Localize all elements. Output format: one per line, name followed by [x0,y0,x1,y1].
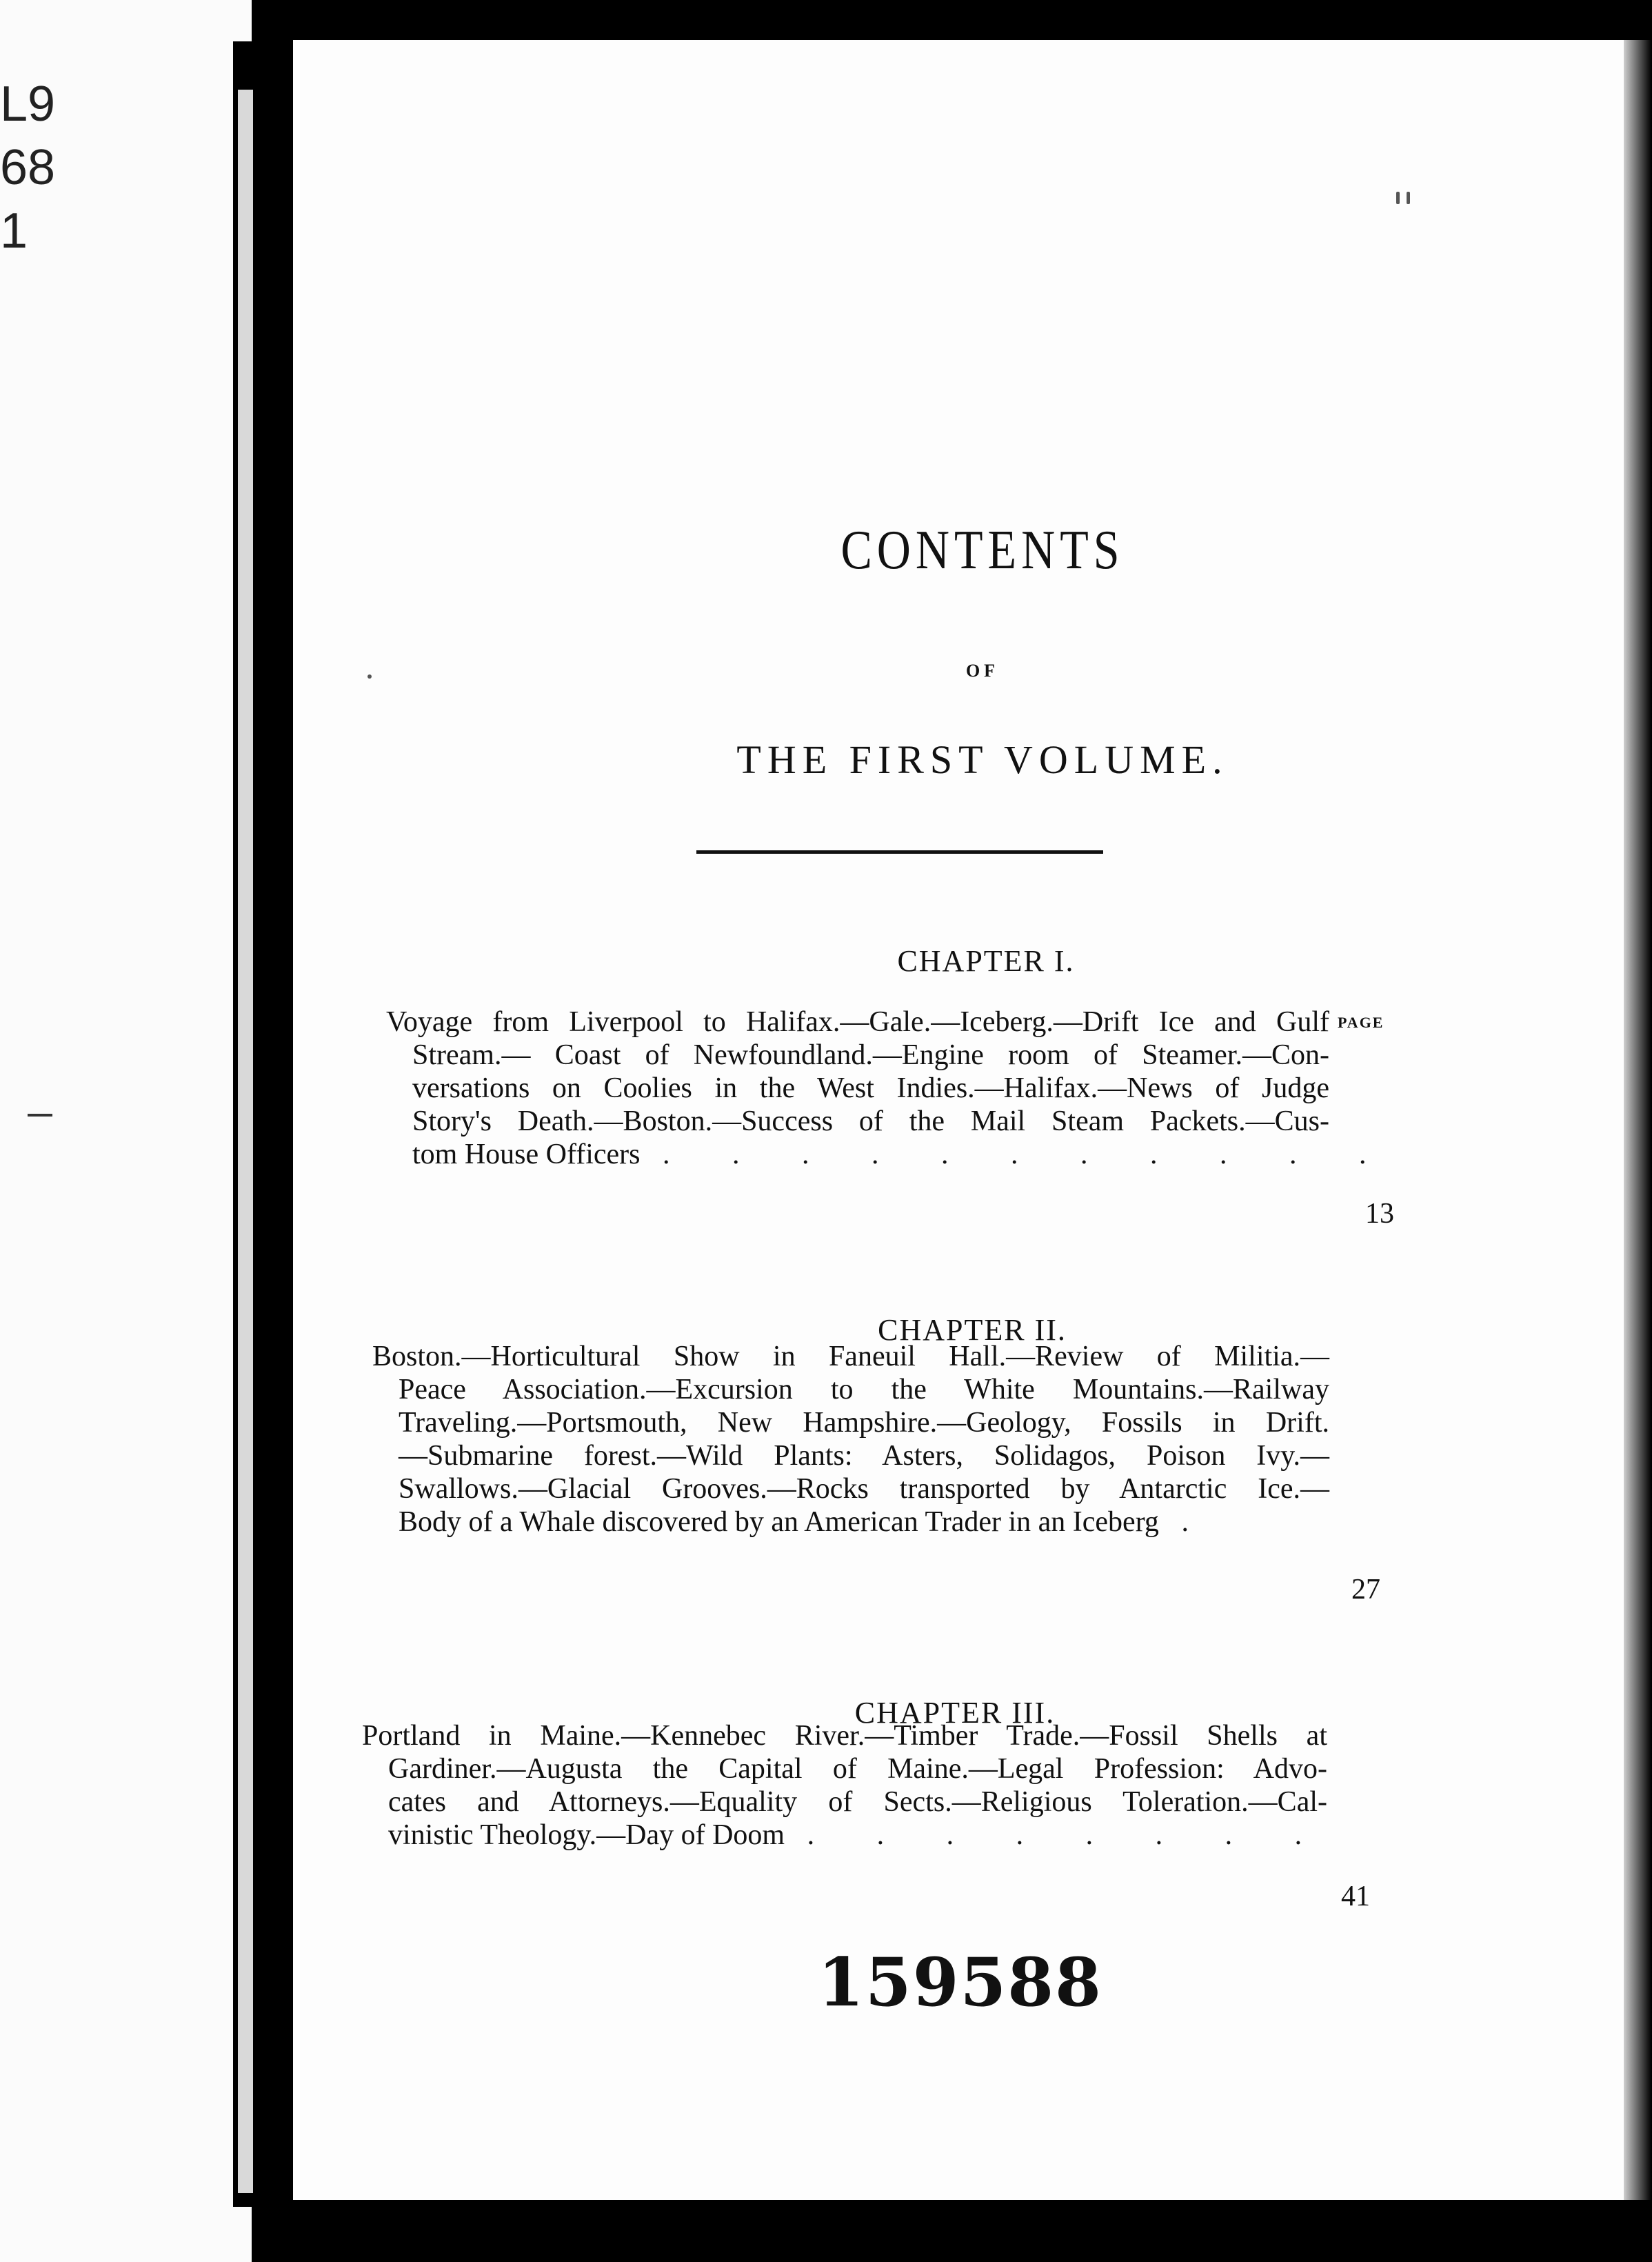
margin-note-line: 1 [0,203,28,259]
summary-line: vinistic Theology.—Day of Doom [388,1819,785,1851]
title-of: OF [965,661,1000,681]
scan-speck [367,674,372,679]
margin-note-line: 68 [0,140,56,195]
chapter-heading: CHAPTER II. [878,1313,1067,1347]
facing-page [0,0,252,2262]
summary-line-last [412,1138,1394,1171]
summary-line: Story's Death.—Boston.—Success of the Mail Steam Packets.—Cus- [412,1105,1329,1137]
accession-number-stamp: 159588 [818,1943,1102,2021]
summary-line: Traveling.—Portsmouth, New Hampshire.—Geology, Fossils in Drift. [399,1407,1329,1439]
summary-line: Gardiner.—Augusta the Capital of Maine.—Legal Profession: Advo- [388,1753,1327,1785]
summary-line: Peace Association.—Excursion to the White Mountains.—Railway [399,1374,1329,1405]
dot-leader: . [1181,1506,1216,1538]
volume-subtitle: THE FIRST VOLUME. [736,737,1229,782]
summary-line: versations on Coolies in the West Indies.—Halifax.—News of Judge [412,1072,1329,1104]
summary-line: tom House Officers [412,1139,641,1170]
title-rule [696,850,1103,854]
chapter-heading: CHAPTER III. [854,1696,1056,1730]
scan-speck [1396,192,1400,204]
dot-leader: . . . . . . . . [807,1819,1330,1851]
summary-line-last [388,1819,1330,1852]
margin-note-line: L9 [0,77,56,132]
page-title: CONTENTS [840,519,1125,581]
chapter-summary [372,1340,1329,1539]
summary-line: cates and Attorneys.—Equality of Sects.—Religious Toleration.—Cal- [388,1786,1327,1818]
summary-line: —Submarine forest.—Wild Plants: Asters, Solidagos, Poison Ivy.— [399,1440,1329,1472]
page-edge-shadow [1624,40,1651,2200]
contents-page [293,40,1627,2200]
summary-line-last [399,1505,1329,1539]
summary-line: Portland in Maine.—Kennebec River.—Timber Trade.—Fossil Shells at [362,1720,1327,1752]
page-column-label: PAGE [1338,1014,1384,1031]
summary-line: Body of a Whale discovered by an American Trader in an Iceberg [399,1506,1159,1538]
summary-line: Voyage from Liverpool to Halifax.—Gale.—Iceberg.—Drift Ice and Gulf [386,1006,1329,1038]
page-number: 41 [1341,1881,1370,1912]
chapter-heading: CHAPTER I. [897,944,1075,978]
summary-line: Boston.—Horticultural Show in Faneuil Hall.—Review of Militia.— [372,1341,1329,1372]
scan-speck [1407,192,1410,204]
page-number: 13 [1365,1198,1394,1230]
page-number: 27 [1351,1574,1380,1605]
summary-line: Stream.— Coast of Newfoundland.—Engine room of Steamer.—Con- [412,1039,1329,1071]
chapter-summary [362,1719,1330,1852]
margin-dash-mark [28,1114,52,1117]
summary-line: Swallows.—Glacial Grooves.—Rocks transported by Antarctic Ice.— [399,1473,1329,1505]
pencil-margin-note [0,72,55,263]
dot-leader: . . . . . . . . . . . [662,1139,1394,1170]
gutter-stripe [238,90,253,2193]
